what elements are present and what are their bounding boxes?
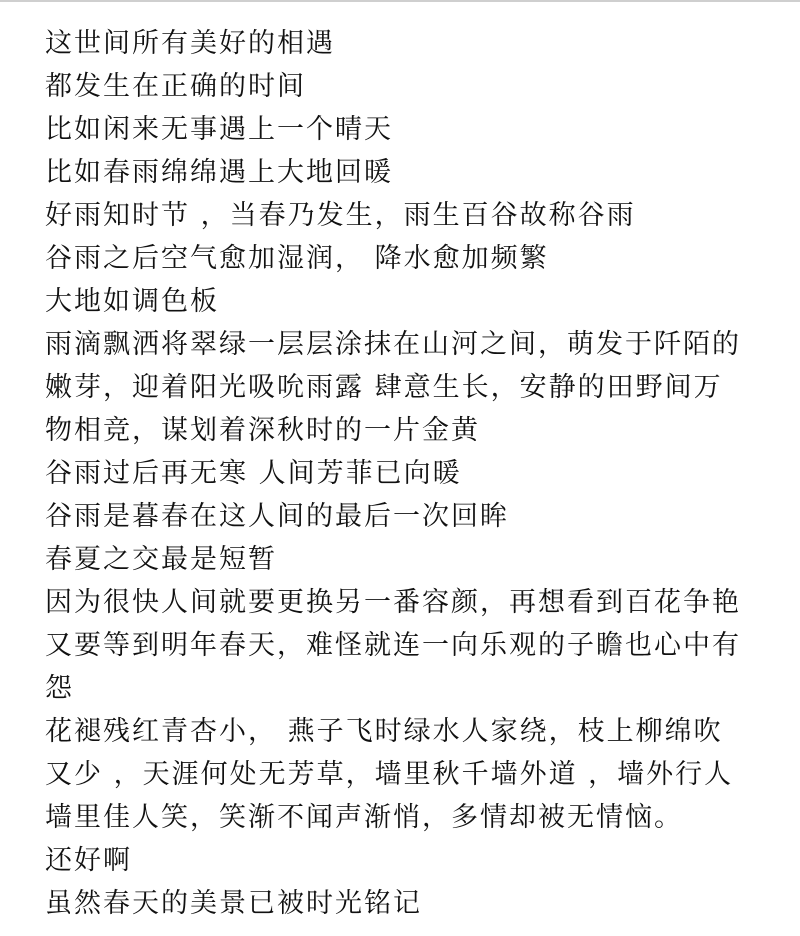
- poem-line: 物相竞，谋划着深秋时的一片金黄: [45, 415, 480, 446]
- poem-line: 墙里佳人笑，笑渐不闻声渐悄，多情却被无情恼。: [45, 802, 683, 833]
- poem-line: 花褪残红青杏小， 燕子飞时绿水人家绕，枝上柳绵吹: [45, 716, 723, 747]
- poem-line: 谷雨是暮春在这人间的最后一次回眸: [45, 501, 509, 532]
- poem-line: 谷雨过后再无寒 人间芳菲已向暖: [45, 458, 462, 489]
- poem-text: [45, 22, 785, 925]
- poem-line: 又要等到明年春天，难怪就连一向乐观的子瞻也心中有: [45, 630, 741, 661]
- poem-line: 因为很快人间就要更换另一番容颜，再想看到百花争艳: [45, 587, 741, 618]
- poem-line: 雨滴飘洒将翠绿一层层涂抹在山河之间，萌发于阡陌的: [45, 329, 741, 360]
- poem-line: 比如闲来无事遇上一个晴天: [45, 114, 393, 145]
- poem-line: 这世间所有美好的相遇: [45, 28, 335, 59]
- poem-line: 还好啊: [45, 845, 132, 876]
- poem-line: 谷雨之后空气愈加湿润， 降水愈加频繁: [45, 243, 549, 274]
- poem-line: 春夏之交最是短暂: [45, 544, 277, 575]
- poem-line: 好雨知时节 ，当春乃发生，雨生百谷故称谷雨: [45, 200, 636, 231]
- poem-line: 怨: [45, 673, 74, 704]
- poem-line: 大地如调色板: [45, 286, 219, 317]
- poem-line: 又少 ，天涯何处无芳草，墙里秋千墙外道 ，墙外行人: [45, 759, 734, 790]
- top-divider: [0, 0, 800, 2]
- poem-line: 虽然春天的美景已被时光铭记: [45, 888, 422, 919]
- poem-line: 嫩芽，迎着阳光吸吮雨露 肆意生长，安静的田野间万: [45, 372, 723, 403]
- poem-line: 比如春雨绵绵遇上大地回暖: [45, 157, 393, 188]
- poem-line: 都发生在正确的时间: [45, 71, 306, 102]
